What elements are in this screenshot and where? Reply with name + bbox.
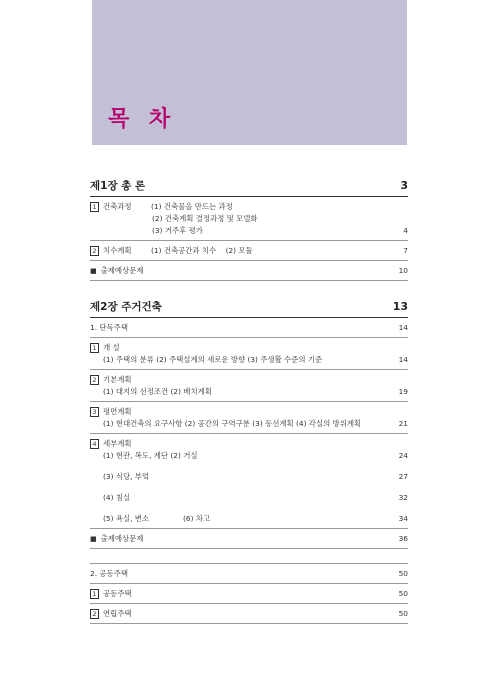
- toc-entry[interactable]: [90, 529, 408, 549]
- entry-item: (2) 모듈: [225, 246, 253, 255]
- entry-item: (3) 식당, 부엌: [103, 472, 150, 481]
- entry-item: (1) 현대건축의 요구사항 (2) 공간의 구역구분 (3) 동선계획 (4) 각실의 방위계획: [103, 419, 362, 428]
- entry-page: 10: [398, 266, 408, 275]
- entry-page: 7: [403, 246, 408, 255]
- entry-item: (1) 대지의 선정조건 (2) 배치계획: [103, 387, 212, 396]
- chapter-title: 제2장 주거건축: [90, 301, 162, 313]
- chapter-page: 3: [400, 179, 408, 192]
- toc-entry[interactable]: [90, 338, 408, 370]
- chapter-page: 13: [392, 300, 408, 313]
- entry-label: 건축과정: [103, 202, 132, 211]
- entry-item: (1) 건축물을 만드는 과정: [151, 202, 233, 211]
- toc-entry[interactable]: [90, 434, 408, 529]
- entry-label: 개 설: [103, 343, 120, 352]
- entry-item: (6) 차고: [183, 514, 211, 523]
- entry-page: 50: [398, 589, 408, 598]
- entry-number-box: 2: [90, 375, 99, 385]
- entry-page: 27: [398, 472, 408, 481]
- entry-page: 50: [398, 609, 408, 618]
- entry-page: 34: [398, 514, 408, 523]
- entry-page: 32: [398, 493, 408, 502]
- entry-label: 평면계획: [103, 407, 132, 416]
- entry-item: (4) 침실: [103, 493, 131, 502]
- toc-entry[interactable]: [90, 261, 408, 281]
- entry-page: 19: [398, 387, 408, 396]
- entry-item: (1) 건축공간과 치수: [151, 246, 217, 255]
- section-label: 2. 공동주택: [90, 569, 128, 578]
- entry-label: 치수계획: [103, 246, 132, 255]
- entry-number-box: 1: [90, 589, 99, 599]
- entry-item: (1) 주택의 분류 (2) 주택설계의 새로운 방향 (3) 주생활 수준의 기준: [103, 355, 323, 364]
- entry-label: 공동주택: [103, 589, 132, 598]
- toc-entry[interactable]: [90, 584, 408, 604]
- entry-item: (5) 욕실, 변소: [103, 514, 150, 523]
- entry-number-box: 3: [90, 407, 99, 417]
- entry-label: 출제예상문제: [100, 534, 144, 543]
- toc-content: [90, 178, 408, 624]
- square-bullet-icon: ■: [90, 267, 97, 275]
- entry-page: 24: [398, 451, 408, 460]
- entry-label: 연립주택: [103, 609, 132, 618]
- entry-page: 21: [398, 419, 408, 428]
- entry-number-box: 4: [90, 439, 99, 449]
- section-label: 1. 단독주택: [90, 323, 128, 332]
- entry-number-box: 1: [90, 202, 99, 212]
- toc-entry[interactable]: [90, 604, 408, 624]
- entry-number-box: 2: [90, 609, 99, 619]
- section-page: 50: [398, 569, 408, 578]
- chapter-2-heading[interactable]: [90, 299, 408, 318]
- entry-label: 기본계획: [103, 375, 132, 384]
- toc-entry[interactable]: [90, 197, 408, 241]
- entry-page: 4: [403, 226, 408, 235]
- entry-item: (1) 현관, 복도, 계단 (2) 거실: [103, 451, 198, 460]
- entry-number-box: 2: [90, 246, 99, 256]
- chapter-title: 제1장 총 론: [90, 180, 146, 192]
- toc-entry[interactable]: [90, 241, 408, 261]
- section-heading[interactable]: [90, 318, 408, 338]
- toc-entry[interactable]: [90, 402, 408, 434]
- section-heading[interactable]: [90, 563, 408, 584]
- square-bullet-icon: ■: [90, 535, 97, 543]
- toc-title: 목 차: [108, 107, 177, 132]
- entry-number-box: 1: [90, 343, 99, 353]
- chapter-1-heading[interactable]: [90, 178, 408, 197]
- toc-entry[interactable]: [90, 370, 408, 402]
- entry-item: (3) 거주후 평가: [152, 226, 203, 235]
- entry-item: (2) 건축계획 결정과정 및 모델화: [152, 214, 258, 223]
- entry-label: 세부계획: [103, 439, 132, 448]
- entry-page: 36: [398, 534, 408, 543]
- entry-label: 출제예상문제: [100, 266, 144, 275]
- section-page: 14: [398, 323, 408, 332]
- entry-page: 14: [398, 355, 408, 364]
